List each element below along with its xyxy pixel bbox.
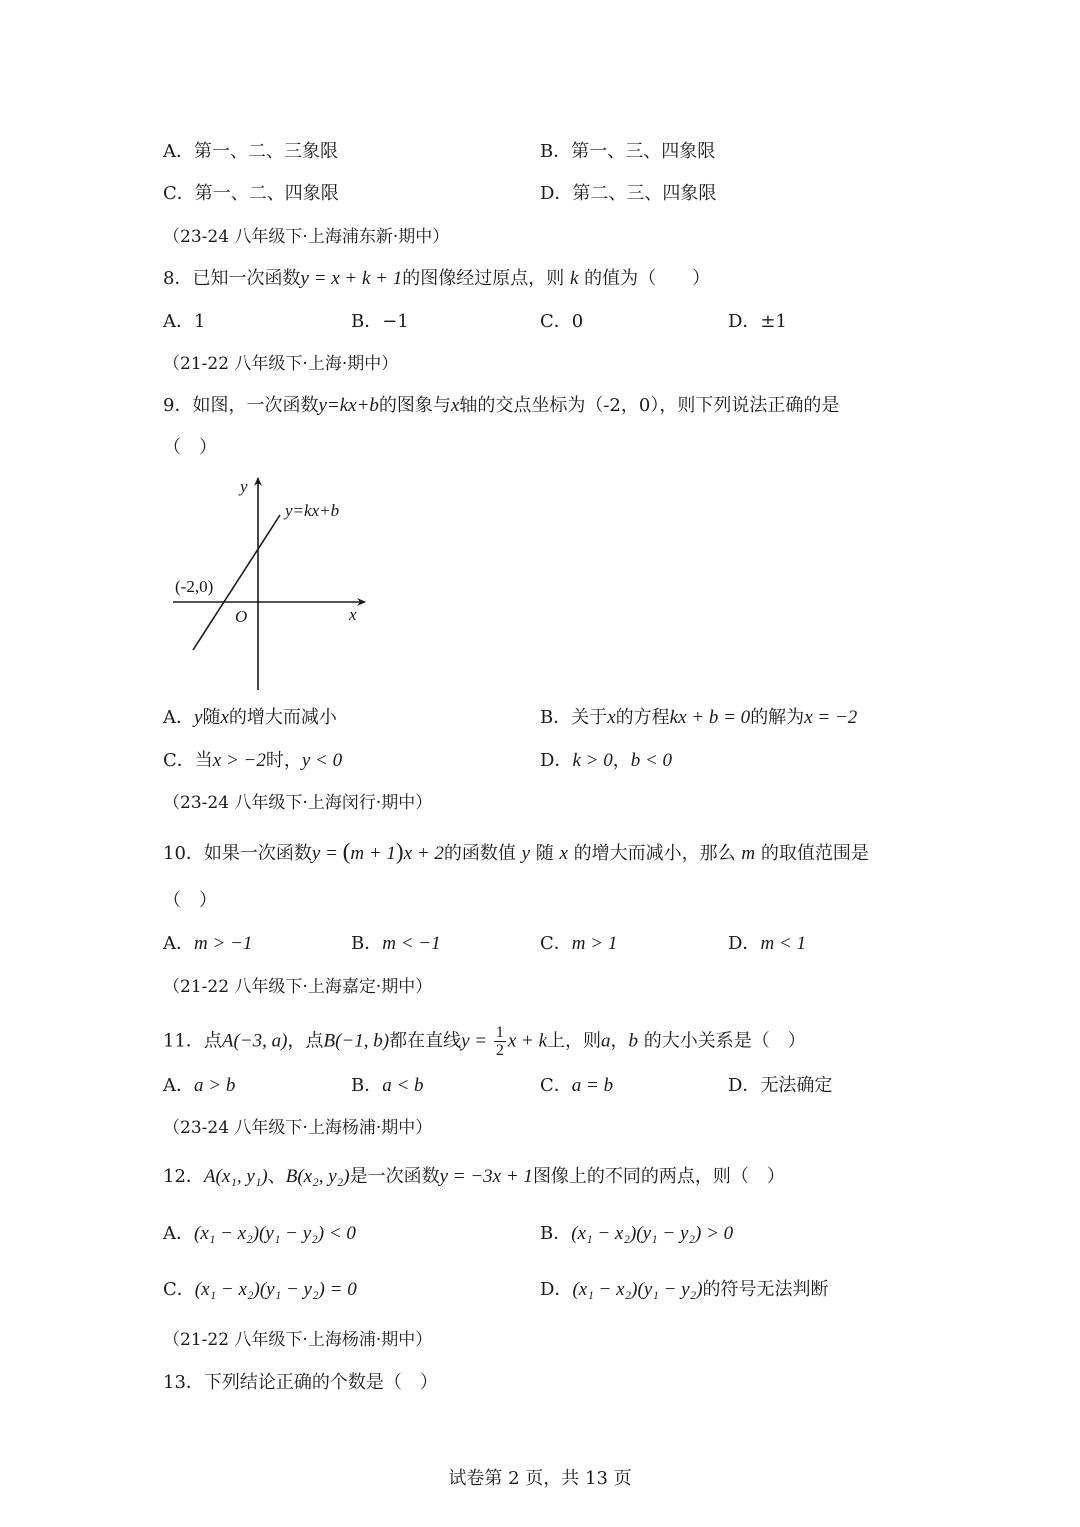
q8-option-b: B．−1 xyxy=(351,311,409,332)
q9-d-sep: ， xyxy=(612,750,631,771)
q7-option-d: D．第二、三、四象限 xyxy=(540,183,717,204)
q11-text3: 上，则 xyxy=(547,1030,602,1052)
q9-graph xyxy=(165,470,380,695)
q8-equation: y = x + k + 1 xyxy=(300,268,403,289)
q12-d-value: 的符号无法判断 xyxy=(702,1279,829,1300)
q9-c-condition: x > −2 xyxy=(212,750,266,771)
q9-d-cond2: b < 0 xyxy=(630,750,673,771)
q9-number: 9．如图，一次函数 xyxy=(163,395,319,416)
q7-option-a: A．第一、二、三象限 xyxy=(163,141,338,162)
q11-eq-y: y = xyxy=(461,1030,492,1052)
q10-var-x: x xyxy=(559,843,568,864)
q11-text1: ，点 xyxy=(287,1030,324,1052)
q8-question xyxy=(163,267,710,291)
q8-mid: 的图像经过原点，则 xyxy=(402,268,565,289)
q10-c-value: m > 1 xyxy=(571,933,618,954)
q12-question xyxy=(163,1165,785,1189)
q12-equation: y = −3x + 1 xyxy=(439,1166,533,1187)
q8-option-a: A．1 xyxy=(163,311,206,332)
q11-text2: 都在直线 xyxy=(389,1030,462,1052)
q12-sep: 、 xyxy=(267,1166,286,1187)
q12-number: 12． xyxy=(163,1166,204,1187)
q8-source: （23-24 八年级下·上海浦东新·期中） xyxy=(163,227,450,247)
q9-b-equation: kx + b = 0 xyxy=(669,707,751,728)
q9-option-a xyxy=(163,706,337,730)
q12-a-value: < 0 xyxy=(324,1223,356,1244)
page-footer: 试卷第 2 页，共 13 页 xyxy=(448,1468,632,1489)
q9-option-d xyxy=(540,749,672,773)
q8-number: 8．已知一次函数 xyxy=(163,268,301,289)
q13-question: 13．下列结论正确的个数是（ ） xyxy=(163,1372,438,1393)
q10-var-y: y xyxy=(521,843,530,864)
q12-option-d xyxy=(540,1278,829,1302)
q8-var: k xyxy=(569,268,579,289)
q12-b-value: > 0 xyxy=(701,1223,734,1244)
q9-c-result: y < 0 xyxy=(301,750,343,771)
q12-d-label: D． xyxy=(540,1279,573,1300)
q12-c-label: C． xyxy=(163,1279,195,1300)
q10-eq-tail: x + 2 xyxy=(403,843,444,864)
q11-eq-tail: x + k xyxy=(507,1030,548,1052)
q10-b-value: m < −1 xyxy=(382,933,441,954)
q9-a-text2: 的增大而减小 xyxy=(228,707,337,728)
q9-b-label: B．关于 xyxy=(540,707,608,728)
q12-b-label: B． xyxy=(540,1223,572,1244)
q11-number: 11．点 xyxy=(163,1030,222,1052)
q10-answer-paren: （ ） xyxy=(163,890,217,911)
q11-text4: ， xyxy=(610,1030,629,1052)
q11-point-a: A(−3, a) xyxy=(221,1030,288,1052)
q9-equation: y=kx+b xyxy=(318,395,379,416)
q11-frac-den: 2 xyxy=(495,1042,504,1059)
q9-tail: 轴的交点坐标为（-2，0），则下列说法正确的是 xyxy=(459,395,840,416)
q11-var-a: a xyxy=(601,1030,611,1052)
y-axis-label: y xyxy=(240,477,248,496)
q10-var-m: m xyxy=(741,843,756,864)
q9-a-var-x: x xyxy=(220,707,229,728)
q10-option-c xyxy=(540,932,617,956)
q11-source: （21-22 八年级下·上海嘉定·期中） xyxy=(163,977,433,997)
q11-b-value: a < b xyxy=(382,1075,424,1096)
q12-point-a: A(x₁, y₁) xyxy=(203,1166,268,1187)
q11-d-label: D． xyxy=(728,1075,761,1096)
q12-tail: 图像上的不同的两点，则（ ） xyxy=(532,1166,785,1187)
q11-c-value: a = b xyxy=(571,1075,614,1096)
q12-a-expr: (x₁ − x₂)(y₁ − y₂) xyxy=(194,1223,325,1244)
q11-option-a xyxy=(163,1074,235,1098)
q10-source: （23-24 八年级下·上海闵行·期中） xyxy=(163,793,433,813)
q12-d-expr: (x₁ − x₂)(y₁ − y₂) xyxy=(572,1279,703,1300)
q12-option-c xyxy=(163,1278,357,1302)
q10-eq-inner: m + 1 xyxy=(350,843,396,864)
q11-d-value: 无法确定 xyxy=(760,1075,833,1096)
q9-b-var: x xyxy=(607,707,616,728)
q11-var-b: b xyxy=(628,1030,639,1052)
q10-a-value: m > −1 xyxy=(194,933,253,954)
q9-c-label: C．当 xyxy=(163,750,213,771)
q9-answer-paren: （ ） xyxy=(163,437,217,458)
q11-c-label: C． xyxy=(540,1075,572,1096)
q11-b-label: B． xyxy=(351,1075,383,1096)
q9-b-solution: x = −2 xyxy=(804,707,858,728)
q9-a-var-y: y xyxy=(194,707,203,728)
q12-option-b xyxy=(540,1222,733,1246)
q9-option-b xyxy=(540,706,857,730)
intercept-label: (-2,0) xyxy=(175,577,214,596)
q8-option-c: C．0 xyxy=(540,311,584,332)
q10-eq-y: y = xyxy=(311,843,343,864)
q8-option-d: D．±1 xyxy=(728,311,787,332)
q9-question xyxy=(163,394,839,418)
q9-mid: 的图象与 xyxy=(378,395,451,416)
q10-a-label: A． xyxy=(163,933,194,954)
q8-tail: 的值为（ ） xyxy=(584,268,711,289)
q10-d-label: D． xyxy=(728,933,761,954)
q9-c-text: 时， xyxy=(265,750,302,771)
q11-question xyxy=(163,1024,806,1059)
q11-point-b: B(−1, b) xyxy=(323,1030,390,1052)
q9-option-c xyxy=(163,749,342,773)
q10-text2: 的增大而减小，那么 xyxy=(573,843,736,864)
q10-number: 10．如果一次函数 xyxy=(163,843,312,864)
q11-a-value: a > b xyxy=(194,1075,236,1096)
q11-option-c xyxy=(540,1074,613,1098)
q10-question xyxy=(163,840,869,866)
line-equation-label: y=kx+b xyxy=(285,501,340,520)
q10-mid: 的函数值 xyxy=(443,843,516,864)
q10-option-d xyxy=(728,932,806,956)
q12-c-value: = 0 xyxy=(324,1279,357,1300)
q12-a-label: A． xyxy=(163,1223,194,1244)
q9-a-text1: 随 xyxy=(202,707,221,728)
q11-fraction xyxy=(494,1024,506,1059)
q10-tail: 的取值范围是 xyxy=(760,843,869,864)
q10-d-value: m < 1 xyxy=(760,933,806,954)
q12-source: （23-24 八年级下·上海杨浦·期中） xyxy=(163,1118,433,1138)
q9-b-text1: 的方程 xyxy=(615,707,670,728)
q10-option-a xyxy=(163,932,252,956)
q10-eq-rparen: ) xyxy=(395,839,404,864)
q9-a-label: A． xyxy=(163,707,194,728)
q11-frac-num: 1 xyxy=(495,1024,504,1041)
q11-option-d xyxy=(728,1074,832,1098)
q12-b-expr: (x₁ − x₂)(y₁ − y₂) xyxy=(571,1223,702,1244)
q9-d-label: D． xyxy=(540,750,573,771)
q12-c-expr: (x₁ − x₂)(y₁ − y₂) xyxy=(194,1279,325,1300)
q11-tail: 的大小关系是（ ） xyxy=(643,1030,806,1052)
q10-c-label: C． xyxy=(540,933,572,954)
q11-a-label: A． xyxy=(163,1075,194,1096)
q9-d-cond1: k > 0 xyxy=(572,750,613,771)
q12-text1: 是一次函数 xyxy=(349,1166,440,1187)
q12-point-b: B(x₂, y₂) xyxy=(285,1166,350,1187)
x-axis-label: x xyxy=(349,605,357,624)
q11-option-b xyxy=(351,1074,424,1098)
q7-option-c: C．第一、二、四象限 xyxy=(163,183,339,204)
q9-source: （21-22 八年级下·上海·期中） xyxy=(163,354,399,374)
q10-text1: 随 xyxy=(535,843,554,864)
q12-option-a xyxy=(163,1222,356,1246)
origin-label: O xyxy=(235,607,248,626)
q13-source: （21-22 八年级下·上海杨浦·期中） xyxy=(163,1330,433,1350)
q10-eq-lparen: ( xyxy=(342,839,351,864)
q10-b-label: B． xyxy=(351,933,383,954)
q9-var: x xyxy=(450,395,460,416)
q10-option-b xyxy=(351,932,441,956)
q7-option-b: B．第一、三、四象限 xyxy=(540,141,716,162)
q9-b-text2: 的解为 xyxy=(750,707,805,728)
